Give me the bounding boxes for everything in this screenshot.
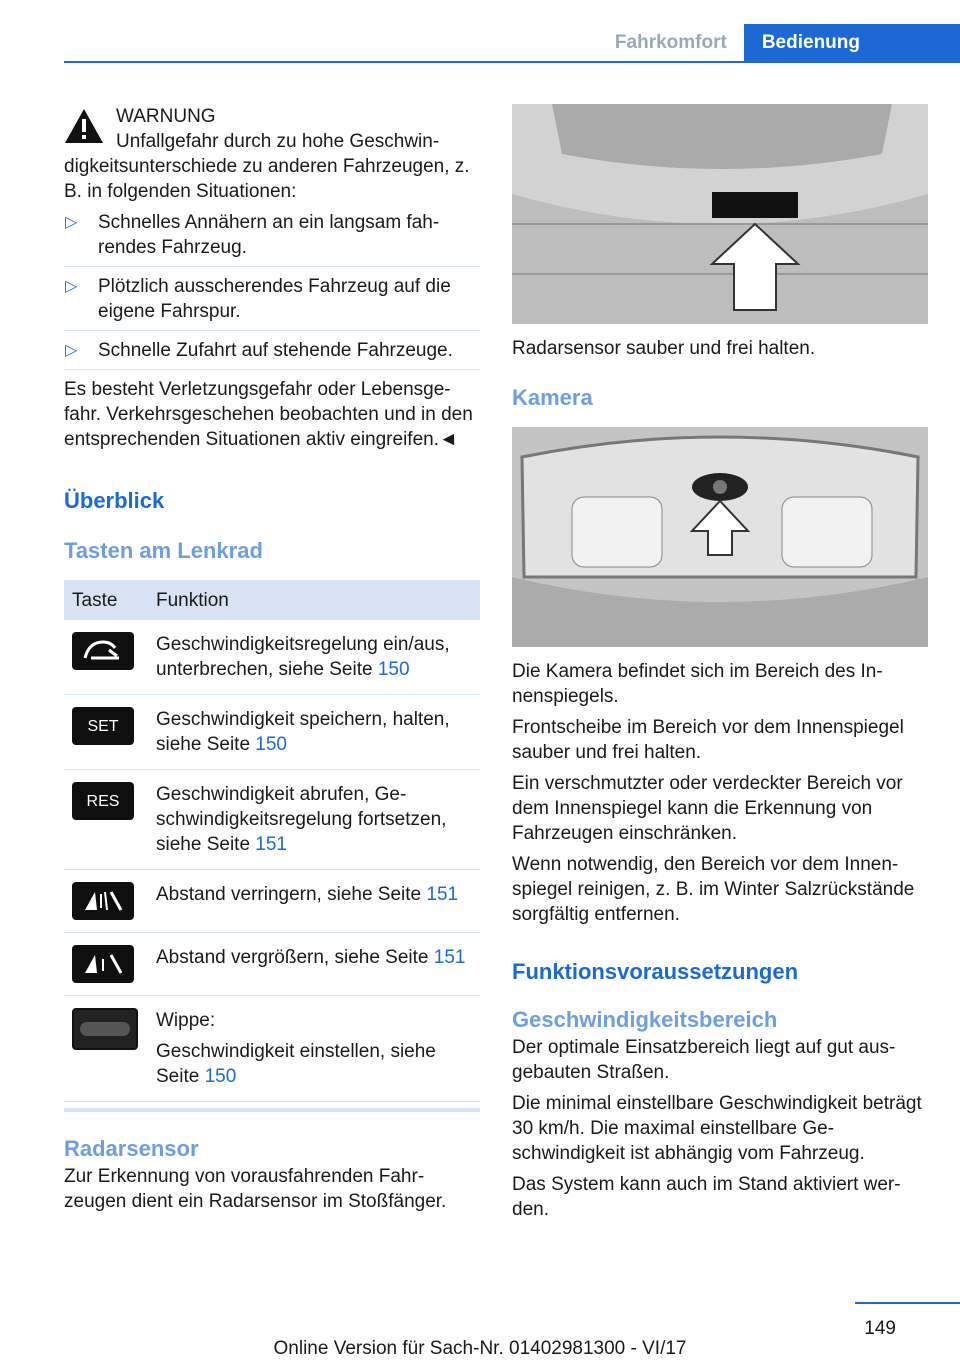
column-header-funktion: Funktion [148,580,480,620]
bullet-triangle-icon: ▷ [65,278,78,295]
warning-closing: Es besteht Verletzungsgefahr oder Lebensgefahr. Verkehrsgeschehen beobachten und in den entsprechenden Situationen aktiv eingreifen.◄ [64,379,473,450]
keys-table [64,580,480,1102]
requirements-p2: Die minimal einstellbare Geschwindigkeit beträgt 30 km/h. Die maximal einstellbare Geschwindigkeit ist abhängig vom Fahrzeug. [512,1093,922,1164]
tab-fahrkomfort[interactable]: Fahrkomfort [614,32,727,53]
requirements-heading: Funktionsvoraussetzungen [512,959,799,984]
camera-p1: Die Kamera befindet sich im Bereich des Innenspiegels. [512,661,883,707]
footer-version: Online Version für Sach-Nr. 01402981300 - VI/17 [273,1338,687,1359]
camera-image [512,427,928,647]
radar-sensor-image [512,104,928,324]
header-tabs [615,24,960,62]
warning-block [64,104,480,452]
table-row: Geschwindigkeitsregelung ein/aus, unterbrechen, siehe Seite 150 [64,620,480,695]
page-link[interactable]: 151 [255,834,287,855]
radar-heading: Radarsensor [64,1136,199,1161]
page-number: 149 [864,1318,896,1339]
list-item: ▷ Schnelles Annähern an ein langsam fahrendes Fahrzeug. [64,210,480,267]
camera-p4: Wenn notwendig, den Bereich vor dem Innenspiegel reinigen, z. B. im Winter Salzrückstände sorgfältig entfernen. [512,854,915,925]
header-rule [64,61,960,63]
warning-list [64,210,480,370]
radar-caption: Radarsensor sauber und frei halten. [512,338,816,359]
list-item: ▷ Plötzlich ausscherendes Fahrzeug auf die eigene Fahrspur. [64,274,480,331]
radar-body: Zur Erkennung von vorausfahrenden Fahrzeugen dient ein Radarsensor im Stoßfänger. [64,1166,447,1212]
page-link[interactable]: 151 [426,884,459,905]
keys-subheading: Tasten am Lenkrad [64,538,263,563]
distance-decrease-button-icon [72,882,134,920]
table-row: Wippe: Geschwindigkeit einstellen, siehe Seite 150 [64,996,480,1102]
camera-p2: Frontscheibe im Bereich vor dem Innenspiegel sauber und frei halten. [512,717,904,763]
cruise-control-button-icon [72,632,134,670]
warning-line1: Unfallgefahr durch zu hohe Geschwin- [116,131,440,152]
list-item: ▷ Schnelle Zufahrt auf stehende Fahrzeuge. [64,338,480,370]
page-link[interactable]: 151 [433,947,466,968]
set-button-icon: SET [72,707,134,745]
table-end-rule [64,1108,480,1112]
rocker-switch-icon [72,1008,138,1050]
camera-heading: Kamera [512,385,593,410]
footer-rule [855,1302,960,1304]
page-link[interactable]: 150 [377,659,410,680]
speed-range-heading: Geschwindigkeitsbereich [512,1007,778,1032]
warning-title: WARNUNG [116,106,216,127]
table-row: SET Geschwindigkeit speichern, halten, siehe Seite 150 [64,695,480,770]
left-column [64,104,480,1220]
table-row: Abstand verringern, siehe Seite 151 [64,870,480,933]
bullet-triangle-icon: ▷ [65,214,78,231]
camera-p3: Ein verschmutzter oder verdeckter Bereich vor dem Innenspiegel kann die Erkennung von Fahrzeugen einschränken. [512,773,903,844]
column-header-taste: Taste [64,580,148,620]
overview-heading: Überblick [64,488,165,513]
page-link[interactable]: 150 [204,1066,237,1087]
bullet-triangle-icon: ▷ [65,342,78,359]
right-column [512,104,928,1228]
table-header-row [64,580,480,620]
tab-bedienung[interactable]: Bedienung [744,24,960,62]
res-button-icon: RES [72,782,134,820]
page-link[interactable]: 150 [255,734,287,755]
warning-body: digkeitsunterschiede zu anderen Fahrzeugen, z. B. in folgenden Situationen: [64,156,470,202]
requirements-p3: Das System kann auch im Stand aktiviert werden. [512,1174,901,1220]
requirements-p1: Der optimale Einsatzbereich liegt auf gut ausgebauten Straßen. [512,1037,896,1083]
table-row: Abstand vergrößern, siehe Seite 151 [64,933,480,996]
table-row: RES Geschwindigkeit abrufen, Geschwindigkeitsregelung fortsetzen, siehe Seite 151 [64,770,480,870]
distance-increase-button-icon [72,945,134,983]
warning-triangle-icon [64,108,104,144]
